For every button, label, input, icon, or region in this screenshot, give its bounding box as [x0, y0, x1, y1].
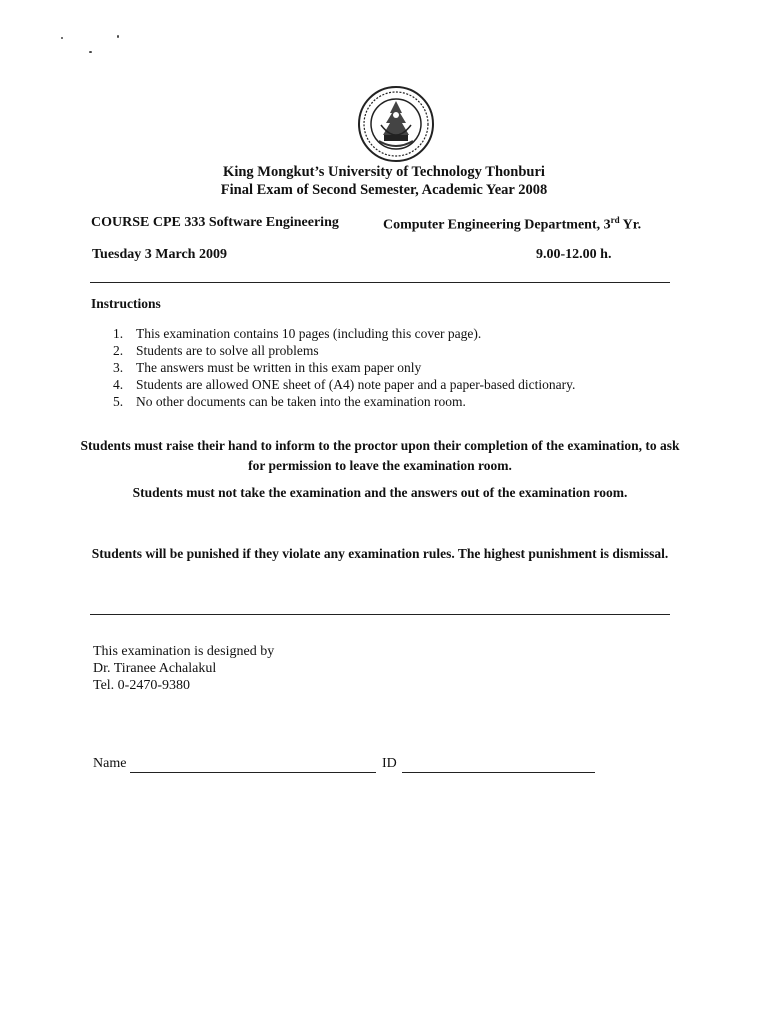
instruction-item [113, 376, 575, 393]
designer-name: Dr. Tiranee Achalakul [93, 661, 217, 676]
instruction-text: The answers must be written in this exam paper only [136, 360, 422, 375]
bottom-divider [90, 614, 670, 615]
department-year-label: Yr. [619, 217, 642, 233]
instructions-heading: Instructions [91, 296, 161, 311]
notice-completion: Students must raise their hand to inform to the proctor upon their completion of the examination, to ask for permission to leave the examination room. [80, 438, 680, 473]
instruction-text: No other documents can be taken into the examination room. [136, 394, 466, 409]
notice-punishment: Students will be punished if they violate any examination rules. The highest punishment is dismissal. [91, 546, 669, 561]
top-divider [90, 282, 670, 283]
department-info [383, 215, 641, 234]
instruction-number: 5. [113, 394, 124, 409]
designer-intro: This examination is designed by [93, 644, 275, 659]
department-text: Computer Engineering Department, 3 [383, 217, 611, 233]
instruction-number: 2. [113, 343, 124, 358]
designer-block [93, 643, 274, 694]
department-year-suffix: rd [610, 215, 620, 225]
name-label: Name [93, 756, 127, 771]
notice-no-removal: Students must not take the examination and the answers out of the examination room. [132, 485, 628, 500]
instruction-text: Students are allowed ONE sheet of (A4) note paper and a paper-based dictionary. [136, 377, 576, 392]
designer-phone: Tel. 0-2470-9380 [93, 678, 191, 693]
instruction-item [113, 342, 575, 359]
instruction-number: 4. [113, 377, 124, 392]
university-seal-icon [357, 85, 435, 163]
exam-time: 9.00-12.00 h. [536, 247, 612, 262]
name-field[interactable] [130, 772, 376, 773]
instructions-list [113, 325, 575, 410]
instruction-number: 3. [113, 360, 124, 375]
instruction-item [113, 393, 575, 410]
instruction-number: 1. [113, 326, 124, 341]
instruction-item [113, 359, 575, 376]
exam-date: Tuesday 3 March 2009 [92, 247, 227, 262]
instruction-text: Students are to solve all problems [136, 343, 319, 358]
id-label: ID [382, 756, 397, 771]
university-name: King Mongkut’s University of Technology Thonburi [223, 164, 545, 180]
instruction-text: This examination contains 10 pages (including this cover page). [136, 326, 482, 341]
instruction-item [113, 325, 575, 342]
id-field[interactable] [402, 772, 595, 773]
exam-title: Final Exam of Second Semester, Academic Year 2008 [220, 182, 548, 198]
course-info: COURSE CPE 333 Software Engineering [91, 215, 339, 230]
